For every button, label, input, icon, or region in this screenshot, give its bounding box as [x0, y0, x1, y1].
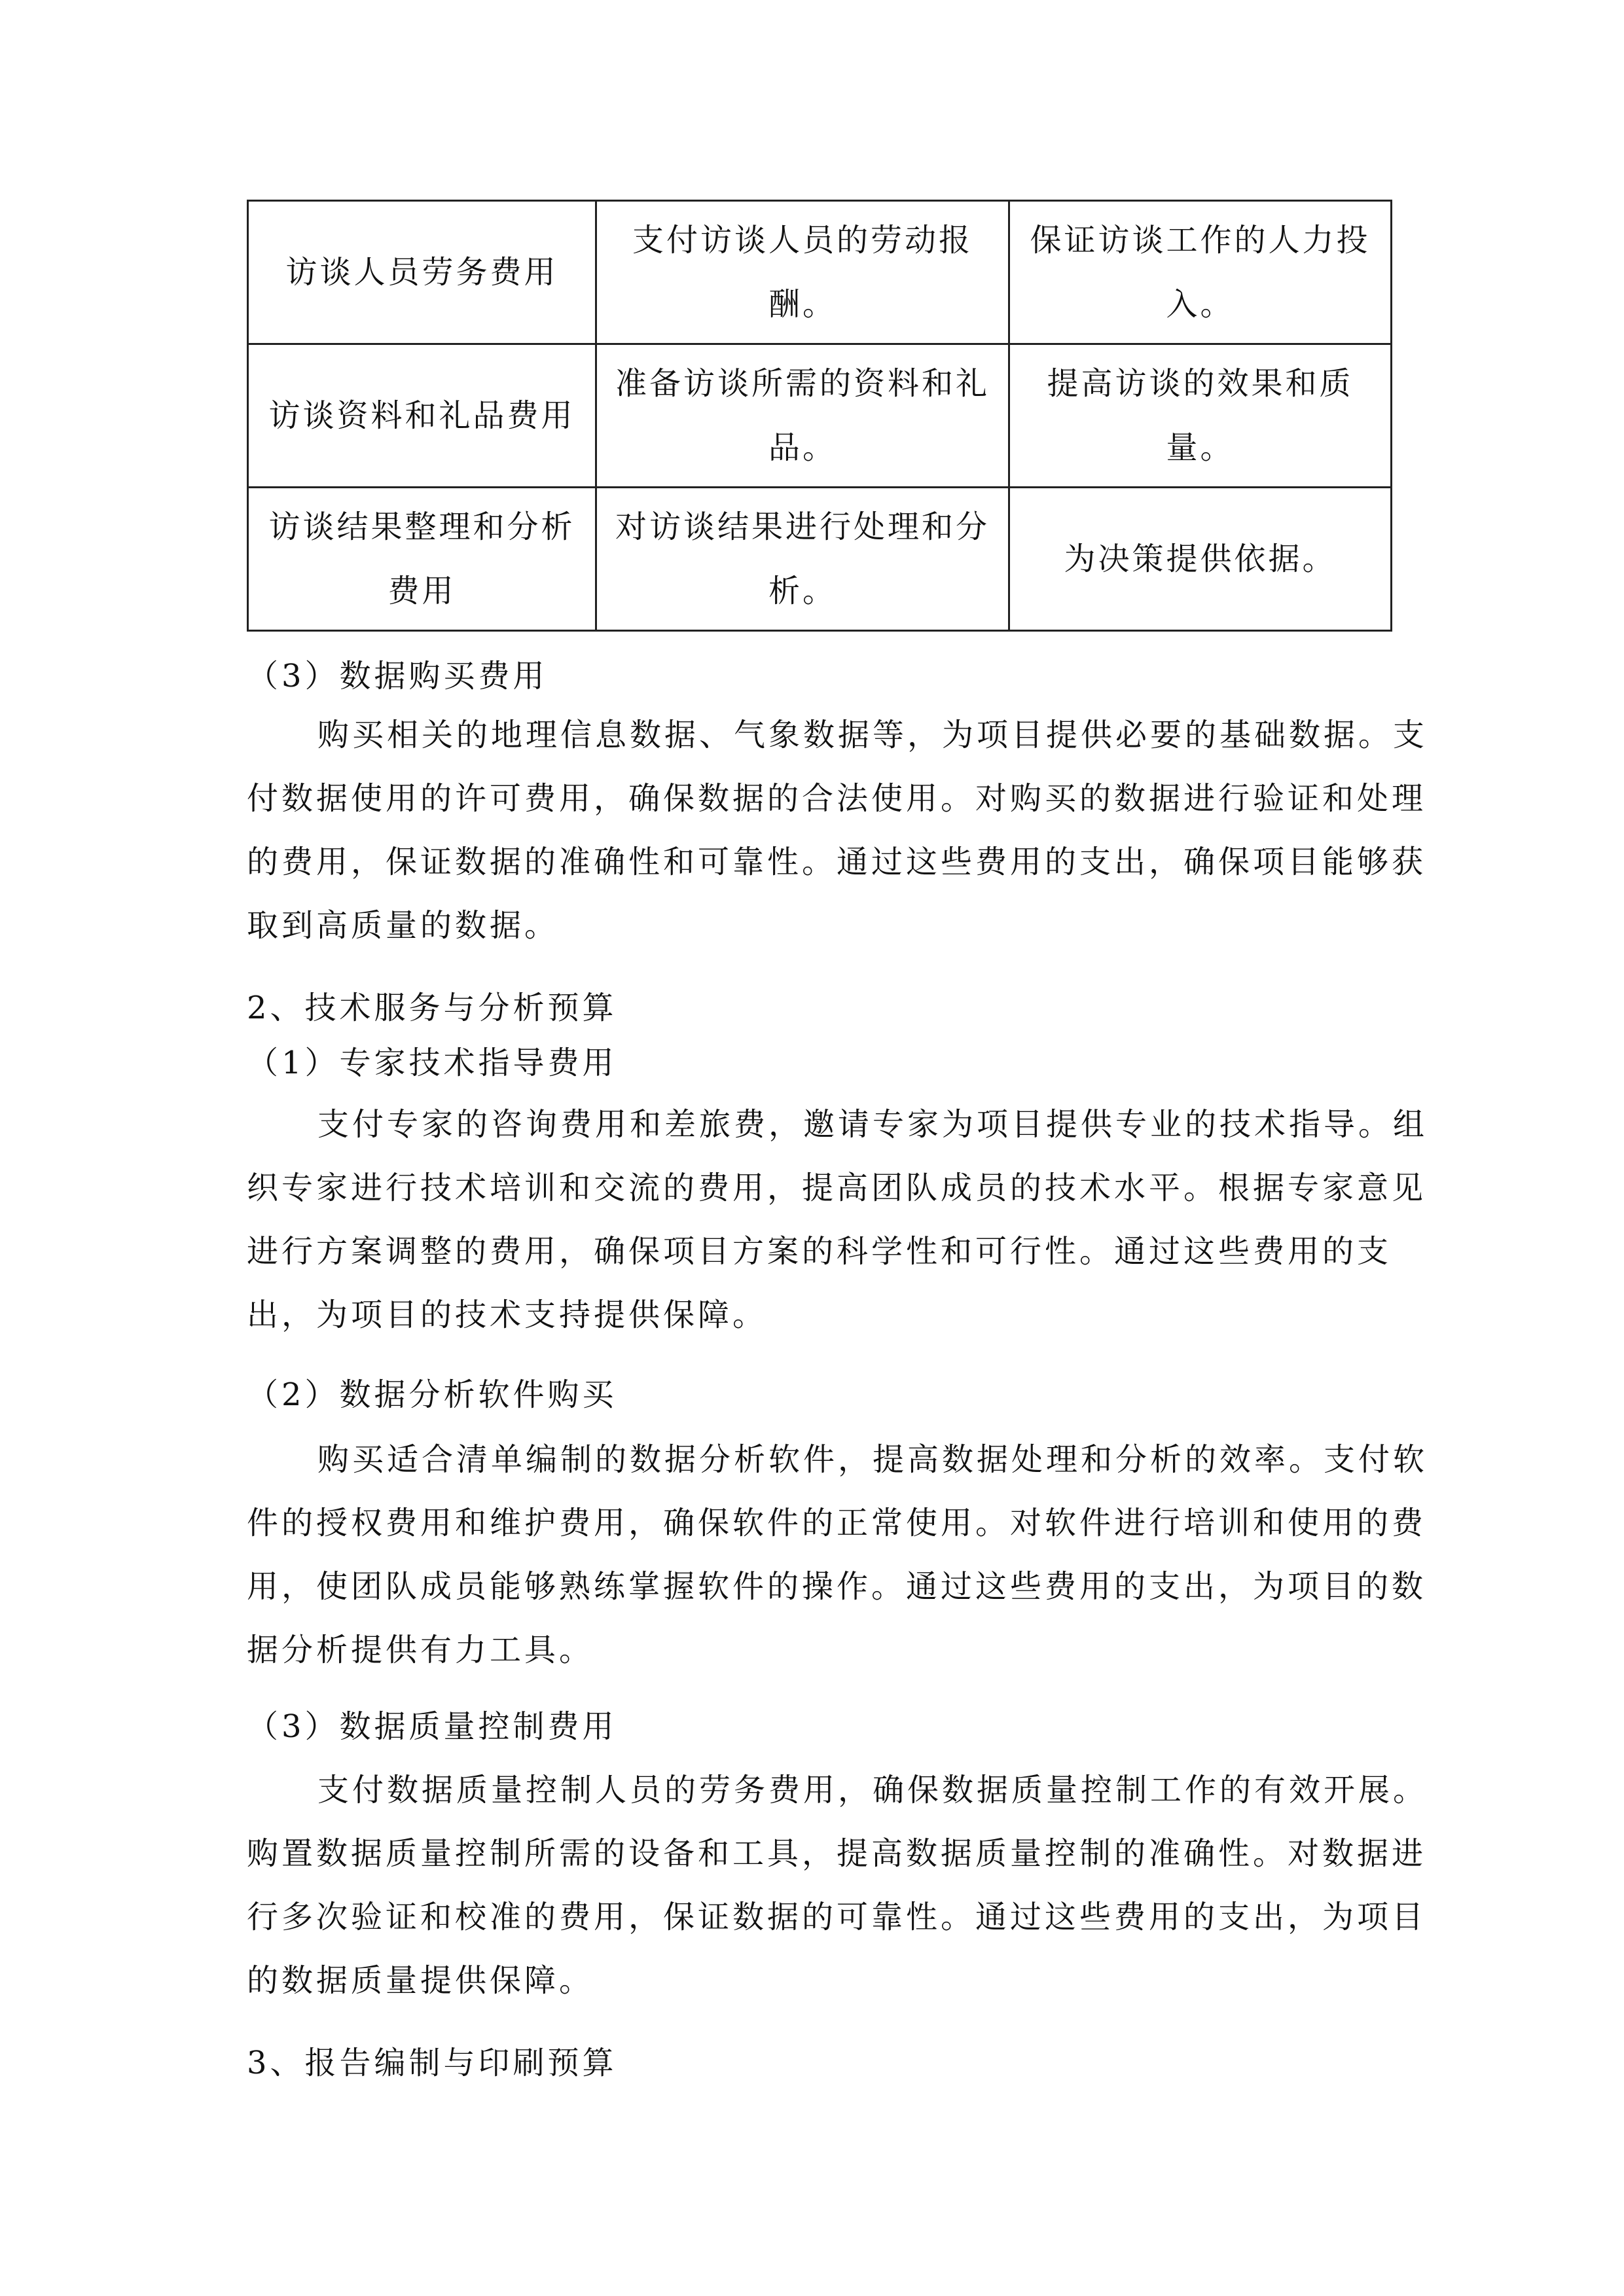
table-row [248, 201, 1392, 344]
table-cell: 支付访谈人员的劳动报酬。 [596, 201, 1009, 344]
text-line: 进行方案调整的费用，确保项目方案的科学性和可行性。通过这些费用的支 [247, 1233, 1392, 1270]
text-line: 购买相关的地理信息数据、气象数据等，为项目提供必要的基础数据。支 [317, 717, 1428, 753]
paragraph-data-purchase [247, 704, 1428, 958]
table-cell: 保证访谈工作的人力投入。 [1009, 201, 1392, 344]
text-line: 据分析提供有力工具。 [247, 1632, 594, 1668]
table-row [248, 488, 1392, 631]
text-line: 购置数据质量控制所需的设备和工具，提高数据质量控制的准确性。对数据进 [247, 1835, 1427, 1872]
paragraph-quality-control [247, 1759, 1428, 2013]
table-cell: 访谈结果整理和分析费用 [248, 488, 596, 631]
paragraph-expert-guidance [247, 1093, 1428, 1347]
text-line: 行多次验证和校准的费用，保证数据的可靠性。通过这些费用的支出，为项目 [247, 1899, 1427, 1935]
subheading-expert-guidance: （1）专家技术指导费用 [247, 1045, 617, 1081]
text-line: 出，为项目的技术支持提供保障。 [247, 1297, 768, 1333]
text-line: 的数据质量提供保障。 [247, 1962, 594, 1999]
paragraph-analysis-software [247, 1428, 1428, 1682]
subheading-quality-control: （3）数据质量控制费用 [247, 1708, 617, 1745]
text-line: 的费用，保证数据的准确性和可靠性。通过这些费用的支出，确保项目能够获 [247, 844, 1427, 880]
text-line: 取到高质量的数据。 [247, 907, 560, 944]
heading-tech-services: 2、技术服务与分析预算 [247, 990, 617, 1026]
subheading-analysis-software: （2）数据分析软件购买 [247, 1376, 617, 1413]
text-line: 用，使团队成员能够熟练掌握软件的操作。通过这些费用的支出，为项目的数 [247, 1568, 1427, 1605]
table-row [248, 344, 1392, 488]
table-cell: 对访谈结果进行处理和分析。 [596, 488, 1009, 631]
table-cell: 提高访谈的效果和质量。 [1009, 344, 1392, 488]
text-line: 付数据使用的许可费用，确保数据的合法使用。对购买的数据进行验证和处理 [247, 780, 1427, 817]
text-line: 件的授权费用和维护费用，确保软件的正常使用。对软件进行培训和使用的费 [247, 1505, 1427, 1541]
subheading-data-purchase: （3）数据购买费用 [247, 658, 548, 694]
budget-table [247, 200, 1392, 632]
table-cell: 准备访谈所需的资料和礼品。 [596, 344, 1009, 488]
table-cell: 访谈资料和礼品费用 [248, 344, 596, 488]
text-line: 支付数据质量控制人员的劳务费用，确保数据质量控制工作的有效开展。 [317, 1772, 1428, 1808]
text-line: 织专家进行技术培训和交流的费用，提高团队成员的技术水平。根据专家意见 [247, 1170, 1427, 1206]
table-cell: 访谈人员劳务费用 [248, 201, 596, 344]
heading-report-printing: 3、报告编制与印刷预算 [247, 2045, 617, 2081]
table-cell: 为决策提供依据。 [1009, 488, 1392, 631]
text-line: 支付专家的咨询费用和差旅费，邀请专家为项目提供专业的技术指导。组 [317, 1106, 1428, 1143]
text-line: 购买适合清单编制的数据分析软件，提高数据处理和分析的效率。支付软 [317, 1441, 1428, 1478]
